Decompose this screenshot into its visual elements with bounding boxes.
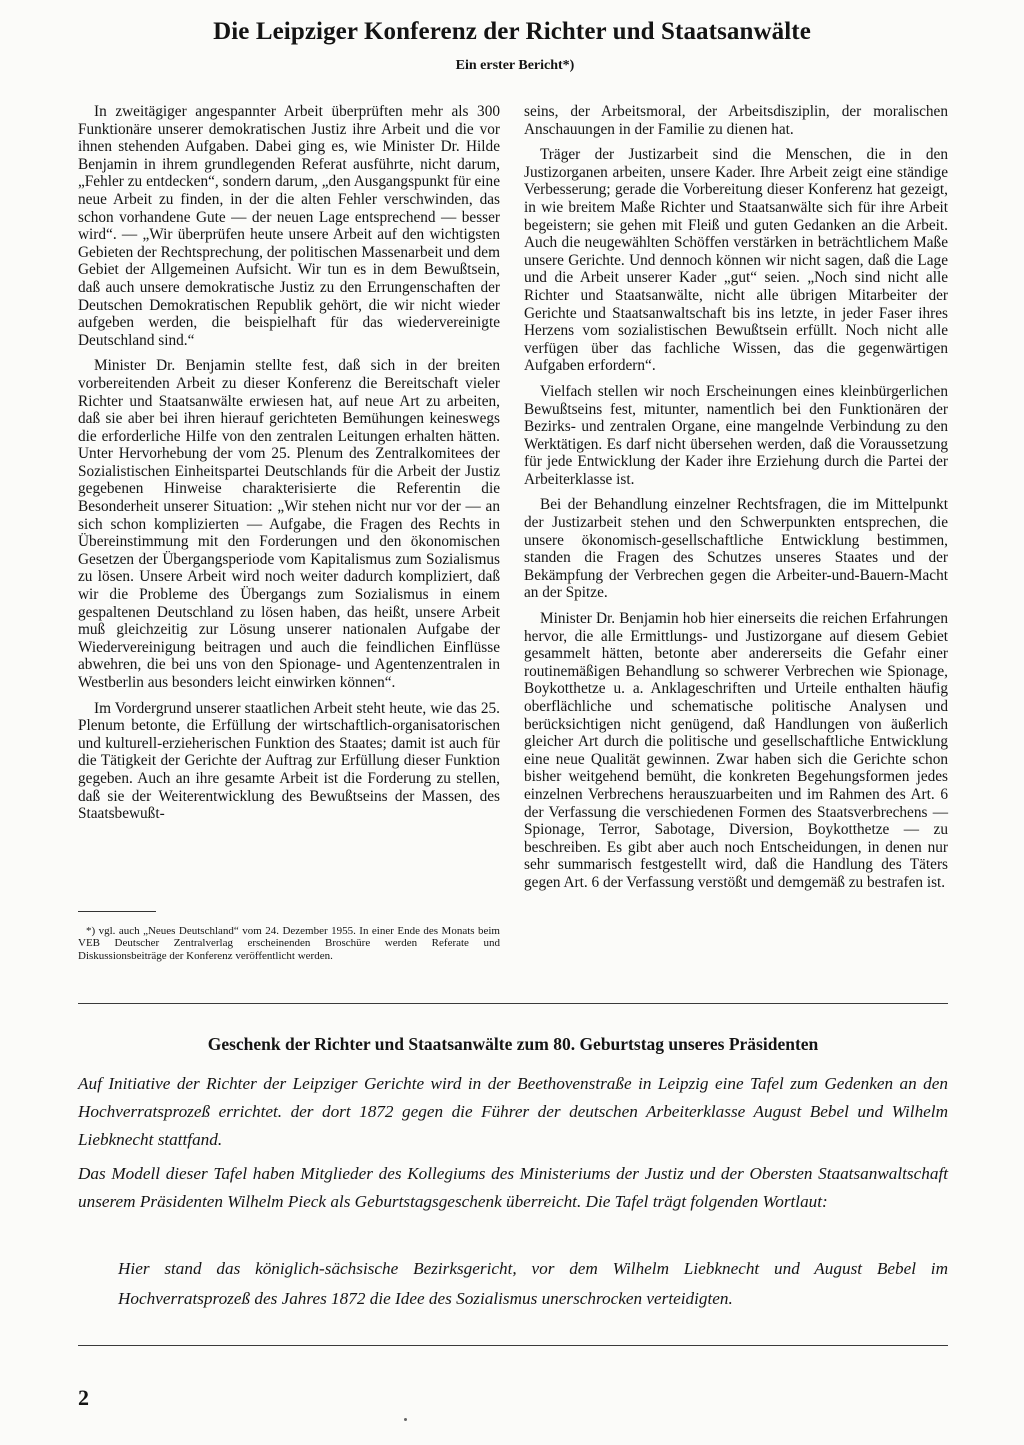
section-divider (78, 1003, 948, 1004)
paragraph: In zweitägiger angespannter Arbeit überprüften mehr als 300 Funktionäre unserer demokratischen Justiz ihre Arbeit und die vor ihnen stehenden Aufgaben. Dabei ging es, wie Minister Dr. Hilde Benjamin in ihrem grundlegenden Referat ausführte, nicht darum, „Fehler zu entdecken“, sondern darum, „den Ausgangspunkt für eine neue Arbeit zu finden, in der die alten Fehler verschwinden, das schon vorhandene Gute — der neuen Lage entsprechend — besser wird“. — „Wir überprüfen heute unsere Arbeit auf den wichtigsten Gebieten der Rechtsprechung, der politischen Massenarbeit und dem Gebiet der Allgemeinen Aufsicht. Wir tun es in dem Bewußtsein, daß auch unsere demokratische Justiz zu den Errungenschaften der Deutschen Demokratischen Republik gehört, die wir nicht wieder aufgeben werden, die beispielhaft für das wiedervereinigte Deutschland sind.“ (78, 103, 500, 349)
article-title: Die Leipziger Konferenz der Richter und Staatsanwälte (213, 18, 811, 45)
paragraph: Im Vordergrund unserer staatlichen Arbeit steht heute, wie das 25. Plenum betonte, die Erfüllung der wirtschaftlich-organisatorischen und kulturell-erzieherischen Funktion des Staates; damit ist auch für die Tätigkeit der Gerichte der Auftrag zur Erfüllung dieser Funktion gegeben. Auch an ihre gesamte Arbeit ist die Forderung zu stellen, daß sie der Weiterentwicklung des Bewußtseins der Massen, des Staatsbewußt- (78, 699, 500, 823)
left-column (78, 103, 500, 831)
page-number: 2 (78, 1385, 89, 1410)
print-speck (404, 1418, 407, 1421)
paragraph: Bei der Behandlung einzelner Rechtsfragen, die im Mittelpunkt der Justizarbeit stehen und den Schwerpunkten entsprechen, die unsere ökonomisch-gesellschaftliche Entwicklung bestimmen, standen die Fragen des Schutzes unseres Staates und der Bekämpfung der Verbrechen gegen die Arbeiter-und-Bauern-Macht an der Spitze. (524, 496, 948, 602)
paragraph: Minister Dr. Benjamin stellte fest, daß sich in der breiten vorbereitenden Arbeit zu dieser Konferenz die Bereitschaft vieler Richter und Staatsanwälte erwiesen hat, auf neue Art zu arbeiten, daß sie aber bei ihren hierauf gerichteten Bemühungen keineswegs die erforderliche Hilfe von den zentralen Leitungen erhalten hätten. Unter Hervorhebung der vom 25. Plenum des Zentralkomitees der Sozialistischen Einheitspartei Deutschlands für die Arbeit der Justiz gegebenen Hinweise charakterisierte die Referentin die Besonderheit unserer Situation: „Wir stehen nicht nur vor der — an sich schon komplizierten — Aufgabe, die Fragen des Rechts in Übereinstimmung mit den Forderungen und den ökonomischen Gesetzen der Übergangsperiode vom Kapitalismus zum Sozialismus zu lösen. Unsere Arbeit wird noch weiter dadurch kompliziert, daß wir die Probleme des Übergangs zum Sozialismus in einem gespaltenen Deutschland zu lösen haben, das heißt, unsere Arbeit muß gleichzeitig zur Lösung unserer nationalen Aufgabe der Wiedervereinigung beitragen und auch die feindlichen Einflüsse abwehren, die bei uns von den Spionage- und Agentenzentralen in Westberlin aus besonders leicht einwirken können“. (78, 357, 500, 691)
paragraph: Auf Initiative der Richter der Leipziger Gerichte wird in der Beethovenstraße in Leipzig eine Tafel zum Gedenken an den Hochverratsprozeß errichtet. der dort 1872 gegen die Führer der deutschen Arbeiterklasse August Bebel und Wilhelm Liebknecht stattfand. (78, 1074, 948, 1149)
plaque-inscription: Hier stand das königlich-sächsische Bezirksgericht, vor dem Wilhelm Liebknecht und August Bebel im Hochverratsprozeß des Jahres 1872 die Idee des Sozialismus unerschrocken verteidigten. (118, 1259, 948, 1308)
footnote: *) vgl. auch „Neues Deutschland“ vom 24. Dezember 1955. In einer Ende des Monats beim VEB Deutscher Zentralverlag erscheinenden Broschüre werden Referate und Diskussionsbeiträge der Konferenz veröffentlicht werden. (78, 925, 500, 962)
right-column (524, 103, 948, 900)
paragraph: Vielfach stellen wir noch Erscheinungen eines kleinbürgerlichen Bewußtseins fest, mitunter, namentlich bei den Funktionären der Bezirks- und zentralen Organe, eine mangelnde Verbindung zu den Werktätigen. Es darf nicht übersehen werden, daß die Voraussetzung für jede Entwicklung der Kader ihre Erziehung durch die Partei der Arbeiterklasse ist. (524, 382, 948, 488)
bottom-divider (78, 1345, 948, 1346)
section-heading: Geschenk der Richter und Staatsanwälte zum 80. Geburtstag unseres Präsidenten (207, 1034, 819, 1054)
paragraph: Träger der Justizarbeit sind die Menschen, die in den Justizorganen arbeiten, unsere Kader. Ihre Arbeit zeigt eine ständige Verbesserung; gerade die Vorbereitung dieser Konferenz hat gezeigt, in wie breitem Maße Richter und Staatsanwälte sich für ihre Arbeit begeistern; sie gehen mit Fleiß und guten Gedanken an die Arbeit. Auch die neugewählten Schöffen verstärken in beträchtlichem Maße unsere Gerichte. Und dennoch können wir nicht sagen, daß die Lage und die Arbeit unserer Kader „gut“ seien. „Noch sind nicht alle Richter und Staatsanwälte, nicht alle übrigen Mitarbeiter der Gerichte und Staatsanwaltschaft bis ins letzte, in jeder Faser ihres Herzens vom sozialistischen Bewußtsein erfüllt. Noch nicht alle verfügen über das fachliche Wissen, das die gegenwärtigen Aufgaben erfordern“. (524, 146, 948, 375)
paragraph: Minister Dr. Benjamin hob hier einerseits die reichen Erfahrungen hervor, die alle Ermittlungs- und Justizorgane auf diesem Gebiet gesammelt hätten, betonte aber andererseits die Gefahr einer routinemäßigen Behandlung so schwerer Verbrechen wie Spionage, Boykotthetze u. a. Anklageschriften und Urteile enthalten häufig oberflächliche und schematische politische Analysen und berücksichtigen nicht genügend, daß Handlungen von äußerlich gleicher Art durch die politische und gesellschaftliche Entwicklung eine neue Qualität gewinnen. Zwar haben sich die Gerichte schon bisher weitgehend bemüht, die konkreten Begehungsformen jedes einzelnen Verbrechens herauszuarbeiten und im Rahmen des Art. 6 der Verfassung die verschiedenen Formen des Staatsverbrechens — Spionage, Terror, Sabotage, Diversion, Boykotthetze — zu beschreiben. Es gibt aber auch noch Entscheidungen, in denen nur sehr summarisch festgestellt wird, daß die Handlung des Täters gegen Art. 6 der Verfassung verstößt und demgemäß zu bestrafen ist. (524, 610, 948, 891)
gift-section-body (78, 1070, 948, 1222)
paragraph: Das Modell dieser Tafel haben Mitglieder des Kollegiums des Ministeriums der Justiz und der Obersten Staatsanwaltschaft unserem Präsidenten Wilhelm Pieck als Geburtstagsgeschenk überreicht. Die Tafel trägt folgenden Wortlaut: (78, 1164, 948, 1211)
paragraph-continuation: seins, der Arbeitsmoral, der Arbeitsdisziplin, der moralischen Anschauungen in der Familie zu dienen hat. (524, 103, 948, 138)
footnote-divider (78, 911, 156, 912)
article-subtitle: Ein erster Bericht*) (455, 58, 575, 73)
